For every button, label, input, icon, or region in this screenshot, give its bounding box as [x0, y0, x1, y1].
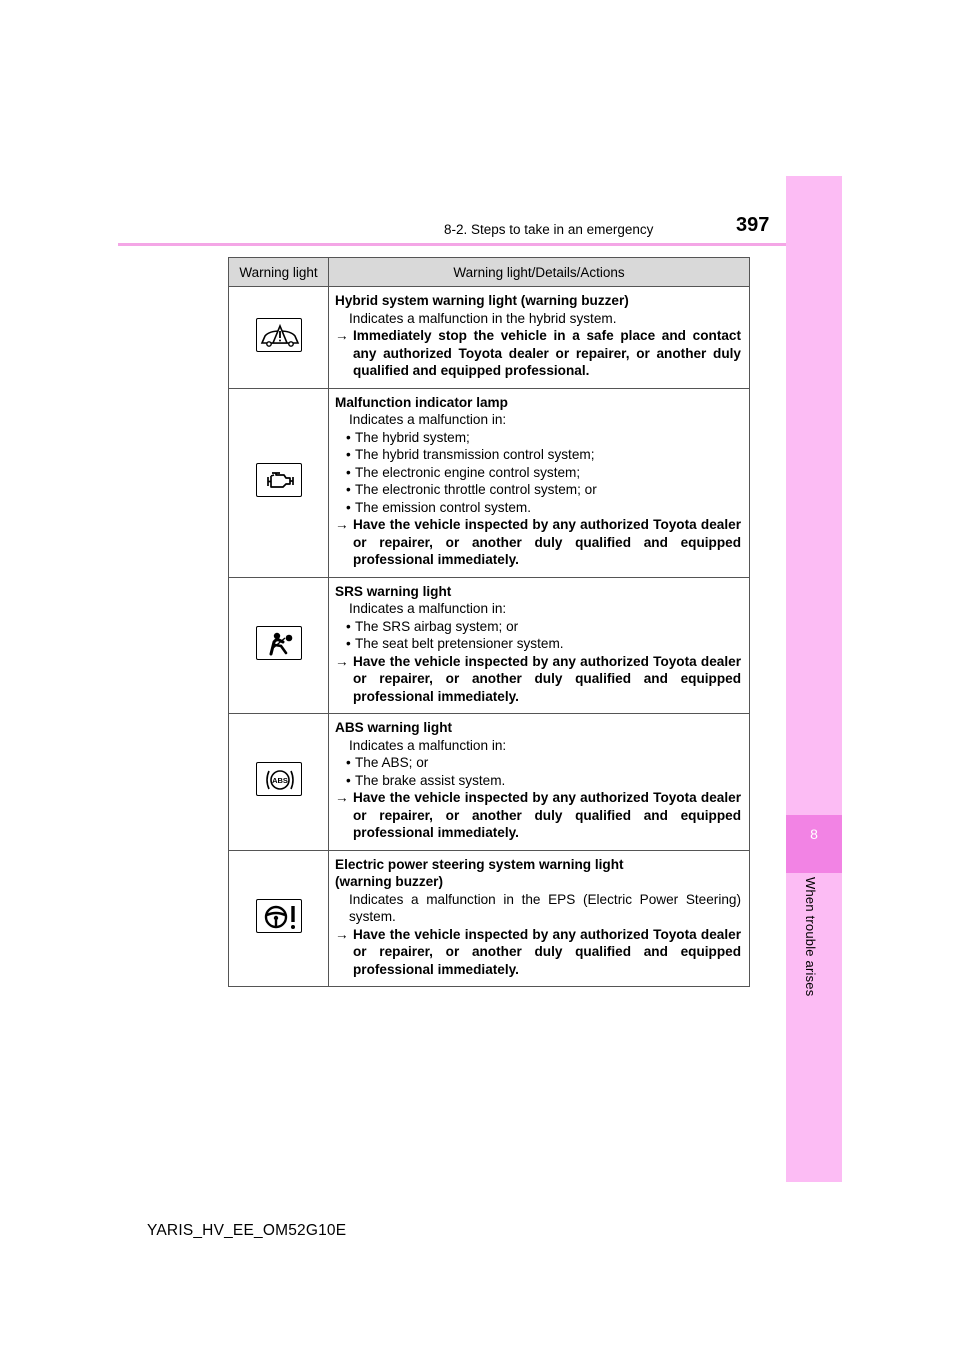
arrow-icon: →	[335, 328, 349, 343]
chapter-number-box	[786, 815, 842, 873]
action-text: → Have the vehicle inspected by any authorized Toyota dealer or repairer, or another duly qualified and equipped professional immediately.	[335, 790, 741, 840]
page-number: 397	[736, 214, 770, 236]
light-title: SRS warning light	[335, 583, 452, 599]
list-item: • The electronic throttle control system; or	[335, 481, 741, 499]
table-row	[229, 388, 750, 577]
table-row	[229, 850, 750, 987]
abs-icon	[256, 762, 302, 796]
hybrid-system-warning-icon	[256, 318, 302, 352]
light-description: Indicates a malfunction in the hybrid system.	[349, 310, 617, 326]
details-cell	[329, 714, 750, 851]
details-cell	[329, 850, 750, 987]
list-item: • The hybrid system;	[335, 429, 741, 447]
action-text: → Have the vehicle inspected by any authorized Toyota dealer or repairer, or another duly qualified and equipped professional immediately.	[335, 653, 741, 704]
document-code: YARIS_HV_EE_OM52G10E	[147, 1222, 347, 1239]
light-title-continued: (warning buzzer)	[335, 874, 443, 889]
section-title: 8-2. Steps to take in an emergency	[444, 222, 654, 237]
table-row	[229, 577, 750, 714]
arrow-icon: →	[335, 926, 349, 942]
warning-light-table	[228, 257, 750, 987]
light-title: Electric power steering system warning light	[335, 856, 624, 872]
action-text: → Immediately stop the vehicle in a safe place and contact any authorized Toyota dealer or repairer, or another duly qualified and equipped professional.	[335, 328, 741, 378]
icon-cell	[229, 577, 329, 714]
action-text: → Have the vehicle inspected by any authorized Toyota dealer or repairer, or another duly qualified and equipped professional immediately.	[335, 517, 741, 567]
action-text: → Have the vehicle inspected by any authorized Toyota dealer or repairer, or another duly qualified and equipped professional immediately.	[335, 926, 741, 977]
chapter-number: 8	[810, 826, 818, 842]
column-header-warning-light: Warning light	[229, 258, 329, 287]
header-rule	[118, 243, 841, 246]
arrow-icon: →	[335, 517, 349, 532]
chapter-side-tab	[786, 176, 842, 1182]
abs-icon-label: ABS	[271, 776, 288, 786]
srs-airbag-icon	[256, 626, 302, 660]
details-cell	[329, 287, 750, 389]
list-item: • The electronic engine control system;	[335, 464, 741, 482]
table-row	[229, 287, 750, 389]
list-item: • The brake assist system.	[335, 772, 741, 790]
light-title: ABS warning light	[335, 720, 453, 735]
list-item: • The ABS; or	[335, 754, 741, 772]
icon-cell	[229, 714, 329, 851]
list-item: • The emission control system.	[335, 499, 741, 517]
details-cell	[329, 388, 750, 577]
engine-malfunction-icon	[256, 463, 302, 497]
list-item: • The SRS airbag system; or	[335, 618, 741, 636]
details-cell	[329, 577, 750, 714]
light-description: Indicates a malfunction in:	[349, 601, 507, 616]
list-item: • The hybrid transmission control system;	[335, 446, 741, 464]
arrow-icon: →	[335, 653, 349, 669]
icon-cell	[229, 850, 329, 987]
icon-cell	[229, 287, 329, 389]
light-title: Hybrid system warning light (warning buzzer)	[335, 293, 629, 308]
table-header-row	[229, 258, 750, 287]
chapter-title: When trouble arises	[803, 877, 818, 997]
column-header-details: Warning light/Details/Actions	[329, 258, 750, 287]
icon-cell	[229, 388, 329, 577]
light-description: Indicates a malfunction in:	[349, 737, 507, 753]
list-item: • The seat belt pretensioner system.	[335, 635, 741, 653]
light-description: Indicates a malfunction in:	[349, 412, 507, 427]
table-row	[229, 714, 750, 851]
light-description: Indicates a malfunction in the EPS (Electric Power Steering) system.	[349, 891, 741, 924]
power-steering-warning-icon	[256, 899, 302, 933]
light-title: Malfunction indicator lamp	[335, 394, 508, 410]
arrow-icon: →	[335, 790, 349, 805]
